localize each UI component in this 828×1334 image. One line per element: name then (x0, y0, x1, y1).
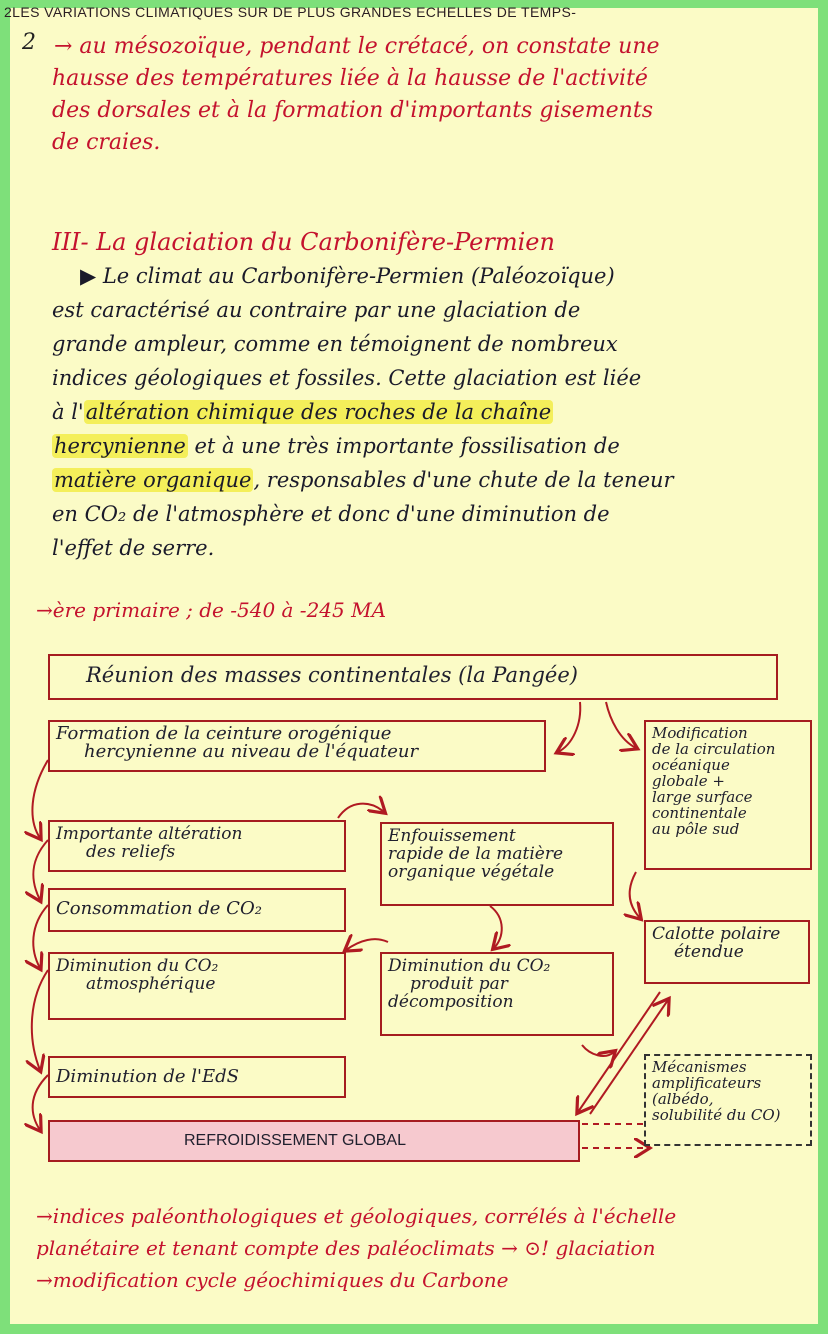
box-calotte-polaire (644, 920, 810, 984)
para-line-3: grande ampleur, comme en témoignent de nombreux (52, 332, 618, 356)
enfouissement-line-2: rapide de la matière (388, 844, 564, 864)
mesozoic-line-1: → au mésozoïque, pendant le crétacé, on constate une (54, 34, 660, 59)
section-title: III- La glaciation du Carbonifère-Permien (52, 228, 555, 256)
mecanismes-line-2: amplificateurs (652, 1074, 762, 1092)
page-header: 2LES VARIATIONS CLIMATIQUES SUR DE PLUS GRANDES ECHELLES DE TEMPS- (4, 4, 577, 20)
modif-line-7: au pôle sud (652, 820, 740, 838)
box-consommation-co2: Consommation de CO₂ (48, 888, 346, 932)
enfouissement-line-3: organique végétale (388, 862, 555, 882)
footer-line-3: →modification cycle géochimiques du Carbone (36, 1268, 509, 1292)
footer-line-1: →indices paléonthologiques et géologiques, corrélés à l'échelle (36, 1204, 677, 1228)
alteration-line-2: des reliefs (86, 842, 176, 862)
box-mecanismes-amplificateurs (644, 1054, 812, 1146)
dim-decomp-line-3: décomposition (388, 992, 514, 1012)
alteration-line-1: Importante altération (56, 824, 243, 844)
box-alteration-reliefs (48, 820, 346, 872)
enfouissement-line-1: Enfouissement (388, 826, 516, 846)
box-ceinture-line-1: Formation de la ceinture orogénique (56, 723, 392, 744)
calotte-line-1: Calotte polaire (652, 924, 781, 944)
modif-line-1: Modification (652, 724, 748, 742)
para-line-6-rest: et à une très importante fossilisation de (187, 434, 620, 458)
modif-line-2: de la circulation (652, 740, 776, 758)
para-line-9: l'effet de serre. (52, 536, 215, 560)
box-ceinture-orogenique (48, 720, 546, 772)
para-line-5-prefix: à l' (52, 400, 84, 424)
highlight-hercynienne: hercynienne (54, 434, 186, 458)
dim-decomp-line-1: Diminution du CO₂ (388, 956, 551, 976)
para-line-4: indices géologiques et fossiles. Cette glaciation est liée (52, 366, 642, 390)
mecanismes-line-1: Mécanismes (652, 1058, 747, 1076)
highlight-alteration: altération chimique des roches de la chaîne (85, 400, 552, 424)
dim-atm-line-2: atmosphérique (86, 974, 216, 994)
box-modification-circulation (644, 720, 812, 870)
modif-line-6: continentale (652, 804, 747, 822)
para-line-2: est caractérisé au contraire par une glaciation de (52, 298, 581, 322)
box-ceinture-line-2: hercynienne au niveau de l'équateur (84, 741, 419, 762)
mesozoic-marker: 2 (22, 30, 36, 55)
highlight-matiere-organique: matière organique (54, 468, 252, 492)
box-diminution-co2-atmospherique (48, 952, 346, 1020)
mecanismes-line-4: solubilité du CO) (652, 1106, 781, 1124)
para-line-7-rest: , responsables d'une chute de la teneur (253, 468, 674, 492)
box-refroidissement-global: REFROIDISSEMENT GLOBAL (48, 1120, 580, 1162)
modif-line-5: large surface (652, 788, 753, 806)
mesozoic-line-4: de craies. (52, 130, 161, 155)
era-note: →ère primaire ; de -540 à -245 MA (36, 598, 387, 622)
para-line-8: en CO₂ de l'atmosphère et donc d'une diminution de (52, 502, 610, 526)
box-diminution-eds: Diminution de l'EdS (48, 1056, 346, 1098)
box-pangee: Réunion des masses continentales (la Pangée) (48, 654, 778, 700)
box-diminution-co2-decomposition (380, 952, 614, 1036)
calotte-line-2: étendue (674, 942, 744, 962)
mesozoic-line-2: hausse des températures liée à la hausse de l'activité (52, 66, 648, 91)
modif-line-3: océanique (652, 756, 730, 774)
mecanismes-line-3: (albédo, (652, 1090, 714, 1108)
mesozoic-line-3: des dorsales et à la formation d'importants gisements (52, 98, 653, 123)
footer-line-2: planétaire et tenant compte des paléoclimats → ⊙! glaciation (36, 1236, 656, 1260)
para-line-1: ▶ Le climat au Carbonifère-Permien (Paléozoïque) (80, 264, 615, 288)
modif-line-4: globale + (652, 772, 725, 790)
box-enfouissement (380, 822, 614, 906)
dim-decomp-line-2: produit par (410, 974, 508, 994)
dim-atm-line-1: Diminution du CO₂ (56, 956, 219, 976)
